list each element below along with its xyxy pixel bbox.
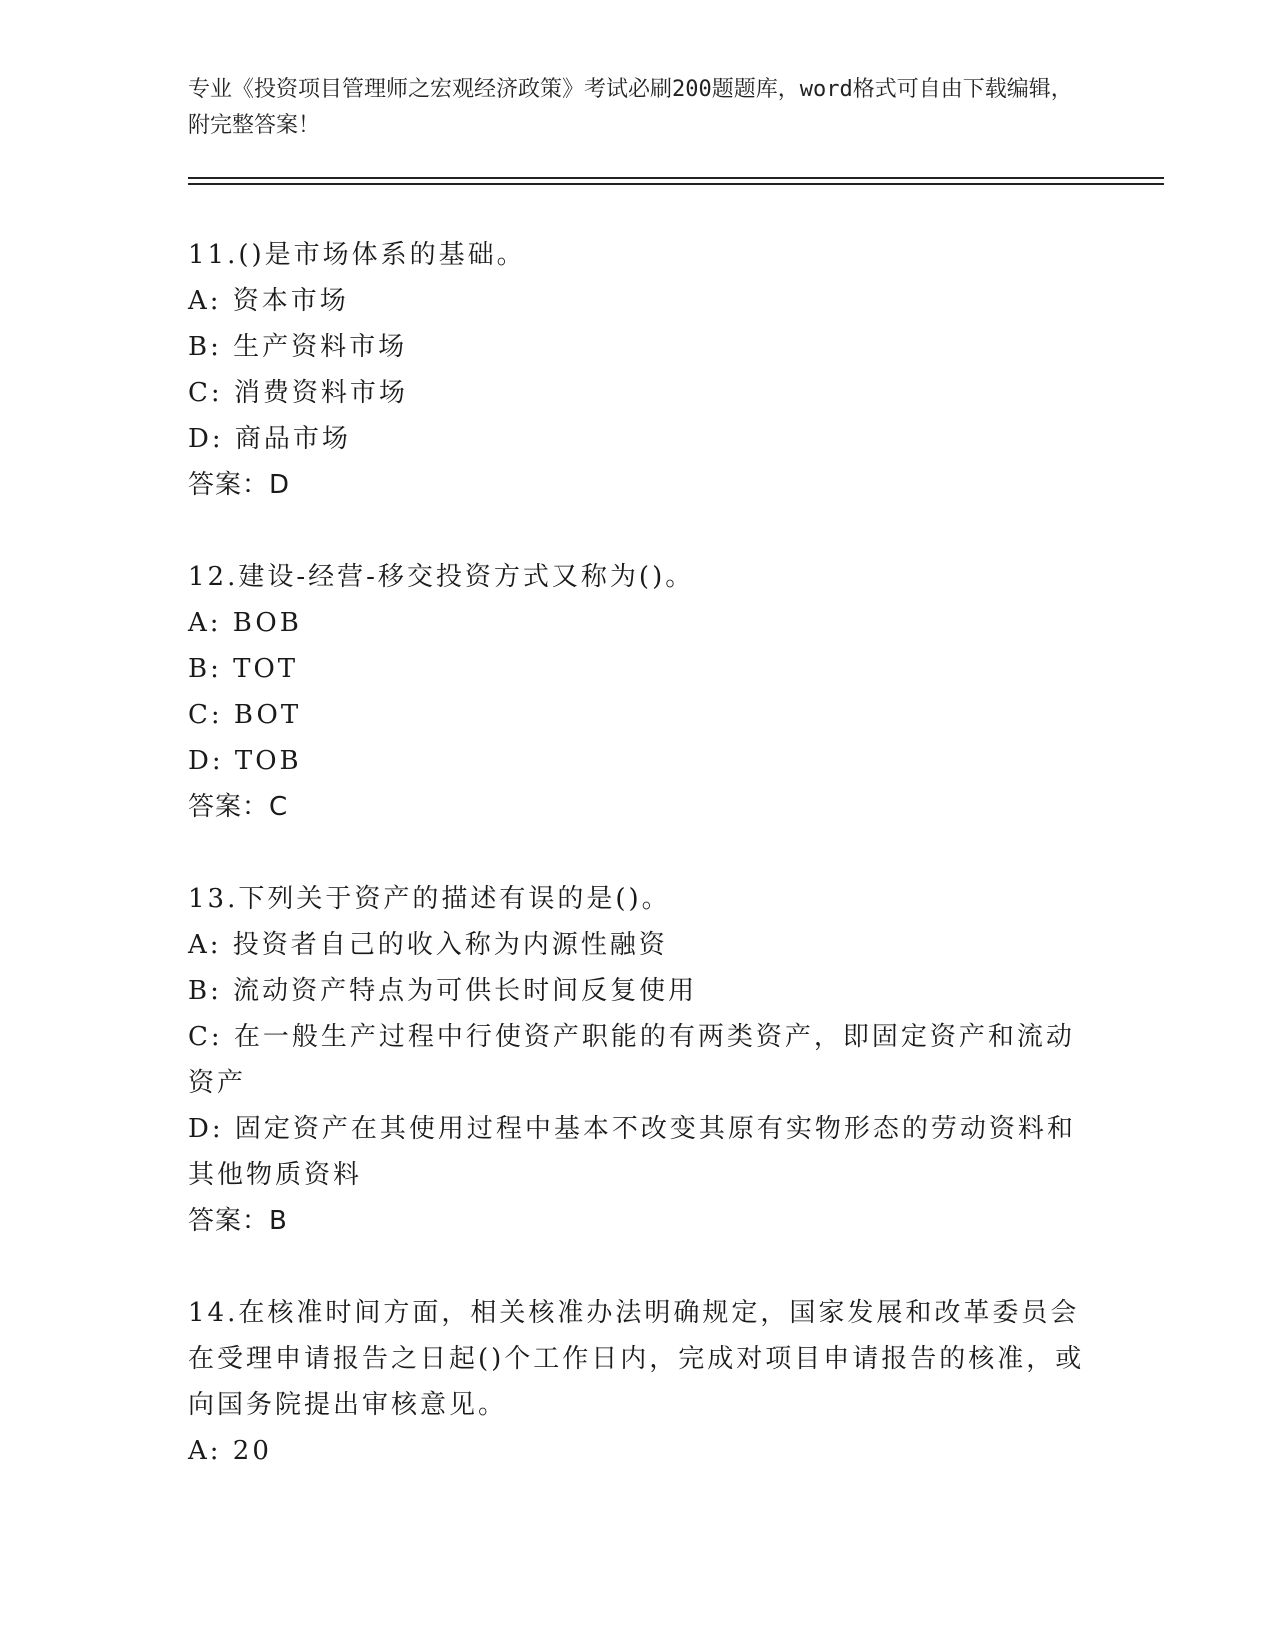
option-b: B: TOT [188, 654, 299, 684]
question-11 [188, 232, 1088, 508]
question-list [188, 232, 1088, 1520]
option-a: A: 资本市场 [188, 286, 349, 316]
header-divider-bottom [188, 183, 1164, 185]
answer: 答案：D [188, 470, 291, 500]
option-a: A: 投资者自己的收入称为内源性融资 [188, 930, 668, 960]
option-d: D: TOB [188, 746, 302, 776]
answer: 答案：B [188, 1206, 288, 1236]
question-stem: 14.在核准时间方面，相关核准办法明确规定，国家发展和改革委员会在受理申请报告之日起()个工作日内，完成对项目申请报告的核准，或向国务院提出审核意见。 [188, 1298, 1085, 1420]
option-b: B: 生产资料市场 [188, 332, 408, 362]
option-b: B: 流动资产特点为可供长时间反复使用 [188, 976, 698, 1006]
option-c: C: 消费资料市场 [188, 378, 408, 408]
question-12 [188, 554, 1088, 830]
question-14 [188, 1290, 1088, 1474]
option-a: A: 20 [188, 1436, 272, 1466]
document-header: 专业《投资项目管理师之宏观经济政策》考试必刷200题题库，word格式可自由下载编辑，附完整答案！ [188, 77, 1073, 138]
option-d: D: 商品市场 [188, 424, 351, 454]
option-d: D: 固定资产在其使用过程中基本不改变其原有实物形态的劳动资料和其他物质资料 [188, 1114, 1076, 1190]
option-c: C: BOT [188, 700, 302, 730]
question-stem: 11.()是市场体系的基础。 [188, 240, 526, 270]
question-stem: 12.建设-经营-移交投资方式又称为()。 [188, 562, 695, 592]
header-divider-top [188, 177, 1164, 179]
question-13 [188, 876, 1088, 1244]
question-stem: 13.下列关于资产的描述有误的是()。 [188, 884, 671, 914]
answer: 答案：C [188, 792, 289, 822]
option-a: A: BOB [188, 608, 302, 638]
option-c: C: 在一般生产过程中行使资产职能的有两类资产，即固定资产和流动资产 [188, 1022, 1075, 1098]
